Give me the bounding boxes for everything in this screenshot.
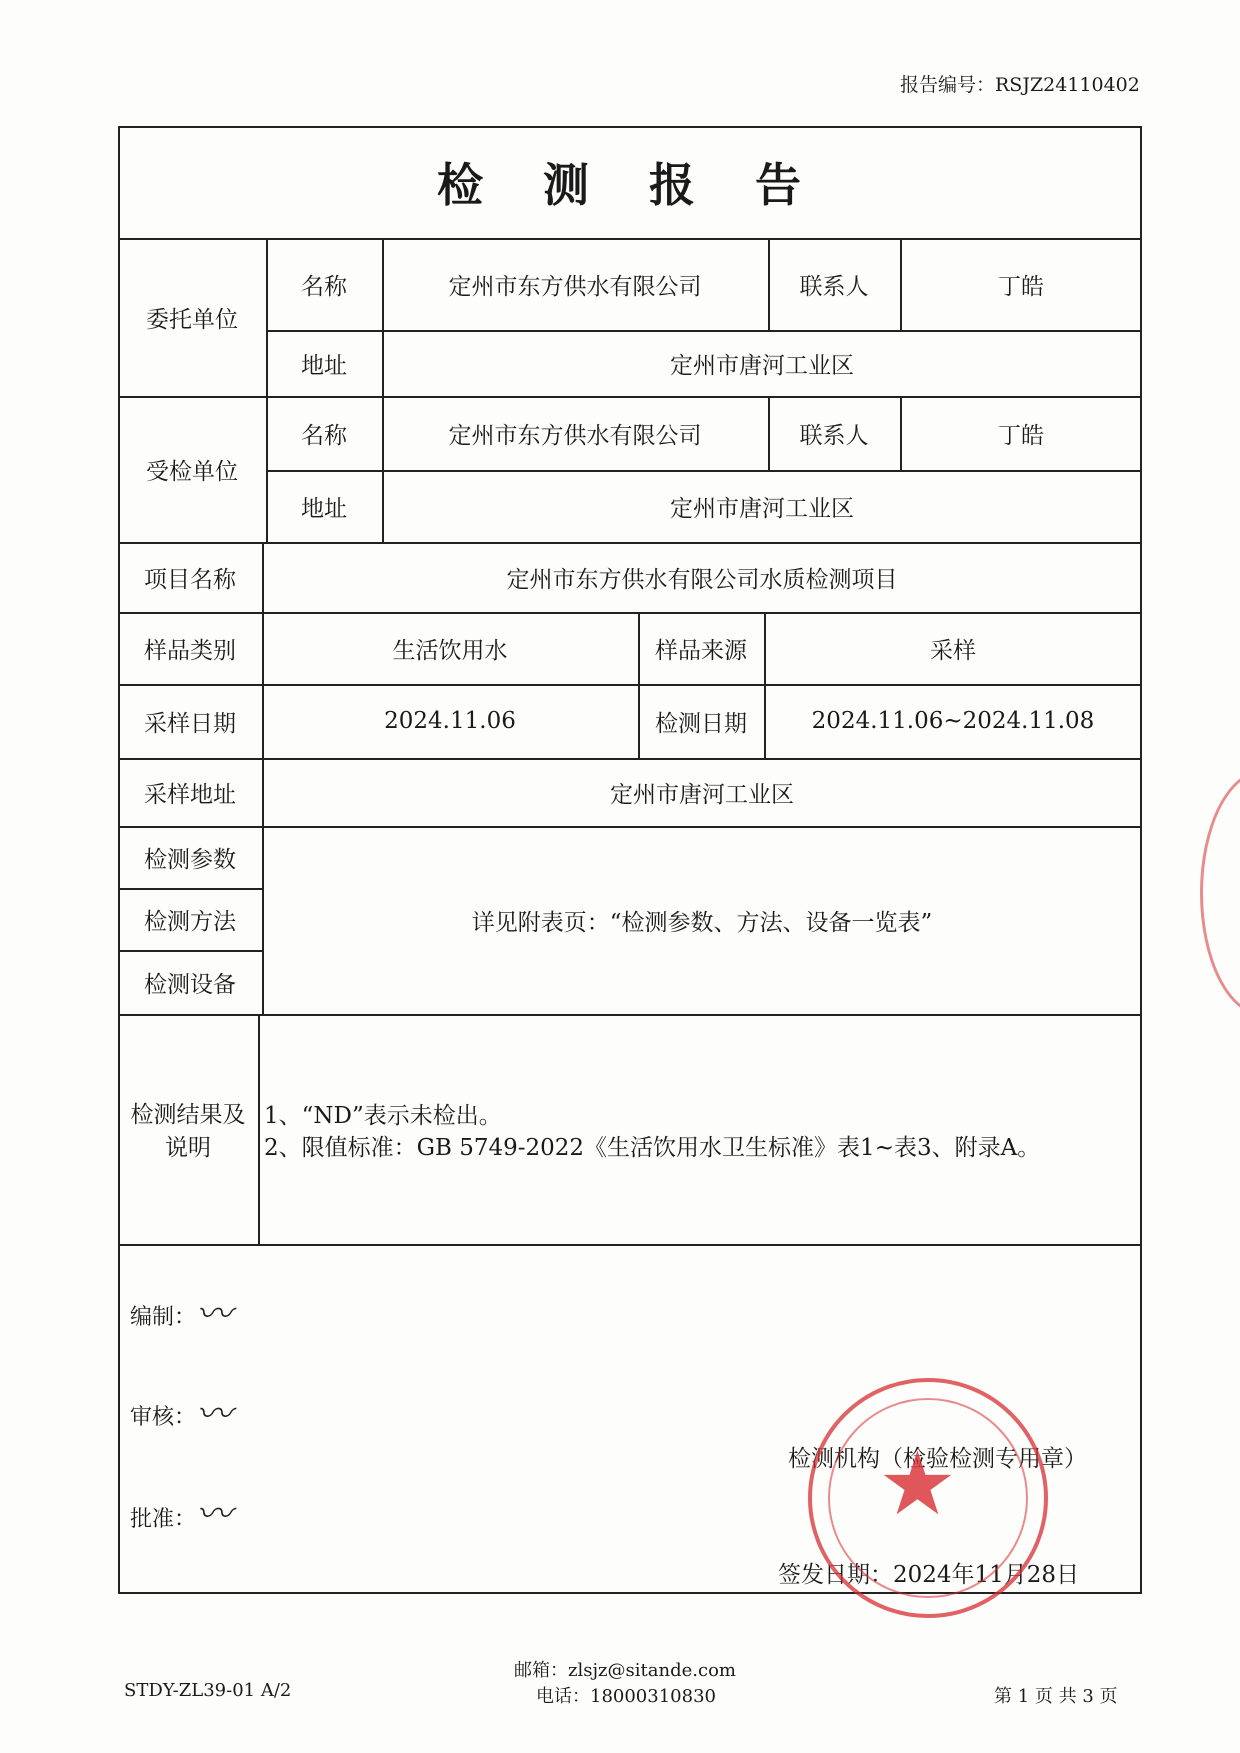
approver-signature: 〰 <box>196 1494 233 1535</box>
testing-date: 2024.11.06~2024.11.08 <box>811 708 1095 734</box>
issue-date-value: 2024年11月28日 <box>893 1562 1080 1588</box>
contact-phone: 电话：18000310830 <box>536 1686 716 1707</box>
entrust-name: 定州市东方供水有限公司 <box>448 273 702 300</box>
divider <box>258 1014 260 1244</box>
entrust-unit-label: 委托单位 <box>146 306 238 333</box>
approver-label: 批准： <box>130 1507 197 1532</box>
page-title: 检 测 报 告 <box>436 158 824 212</box>
entrust-contact-label: 联系人 <box>799 273 869 300</box>
result-note-2: 2、限值标准：GB 5749-2022《生活饮用水卫生标准》表1~表3、附录A。 <box>264 1135 1041 1161</box>
project-name-label: 项目名称 <box>144 566 236 593</box>
result-label-line1: 检测结果及 <box>130 1102 246 1128</box>
params-reference: 详见附表页：“检测参数、方法、设备一览表” <box>471 909 933 936</box>
result-notes <box>264 1100 1040 1164</box>
entrust-address: 定州市唐河工业区 <box>670 352 854 379</box>
divider <box>118 1244 1142 1246</box>
test-methods-label: 检测方法 <box>144 908 236 935</box>
page-indicator: 第 1 页 共 3 页 <box>994 1686 1118 1707</box>
inspected-address: 定州市唐河工业区 <box>670 495 854 522</box>
sample-source-label: 样品来源 <box>655 637 747 664</box>
sample-source: 采样 <box>930 637 976 664</box>
testing-date-label: 检测日期 <box>655 710 747 737</box>
side-seal-fragment <box>1200 770 1240 1016</box>
official-seal-stamp <box>808 1378 1048 1618</box>
compiler-label: 编制： <box>130 1305 197 1330</box>
result-label <box>118 1014 258 1244</box>
inspected-address-label: 地址 <box>301 495 347 522</box>
contact-email: 邮箱：zlsjz@sitande.com <box>514 1660 736 1681</box>
compiler-signature: 〰 <box>196 1294 233 1335</box>
inspected-contact-label: 联系人 <box>799 422 869 449</box>
project-name: 定州市东方供水有限公司水质检测项目 <box>506 566 898 593</box>
divider <box>118 1014 1142 1016</box>
report-number: 报告编号：RSJZ24110402 <box>900 74 1140 96</box>
entrust-contact: 丁皓 <box>998 273 1044 300</box>
result-label-line2: 说明 <box>165 1135 211 1161</box>
sampling-address-label: 采样地址 <box>144 781 236 808</box>
test-equipment-label: 检测设备 <box>144 971 236 998</box>
inspected-name: 定州市东方供水有限公司 <box>448 422 702 449</box>
inspected-contact: 丁皓 <box>998 422 1044 449</box>
test-params-label: 检测参数 <box>144 846 236 873</box>
inspected-unit-label: 受检单位 <box>146 458 238 485</box>
seal-star-icon: ★ <box>878 1432 957 1535</box>
sampling-date-label: 采样日期 <box>144 710 236 737</box>
reviewer-signature: 〰 <box>196 1394 233 1435</box>
sample-type-label: 样品类别 <box>144 637 236 664</box>
inspected-name-label: 名称 <box>301 422 347 449</box>
sample-type: 生活饮用水 <box>392 637 508 664</box>
result-note-1: 1、“ND”表示未检出。 <box>264 1103 502 1129</box>
sampling-date: 2024.11.06 <box>384 708 516 734</box>
reviewer-label: 审核： <box>130 1405 197 1430</box>
institution-label: 检测机构（检验检测专用章） <box>788 1446 1087 1472</box>
sampling-address: 定州市唐河工业区 <box>610 781 794 808</box>
document-code: STDY-ZL39-01 A/2 <box>124 1680 292 1701</box>
entrust-name-label: 名称 <box>301 273 347 300</box>
entrust-address-label: 地址 <box>301 352 347 379</box>
issue-date-label: 签发日期： <box>778 1562 893 1588</box>
